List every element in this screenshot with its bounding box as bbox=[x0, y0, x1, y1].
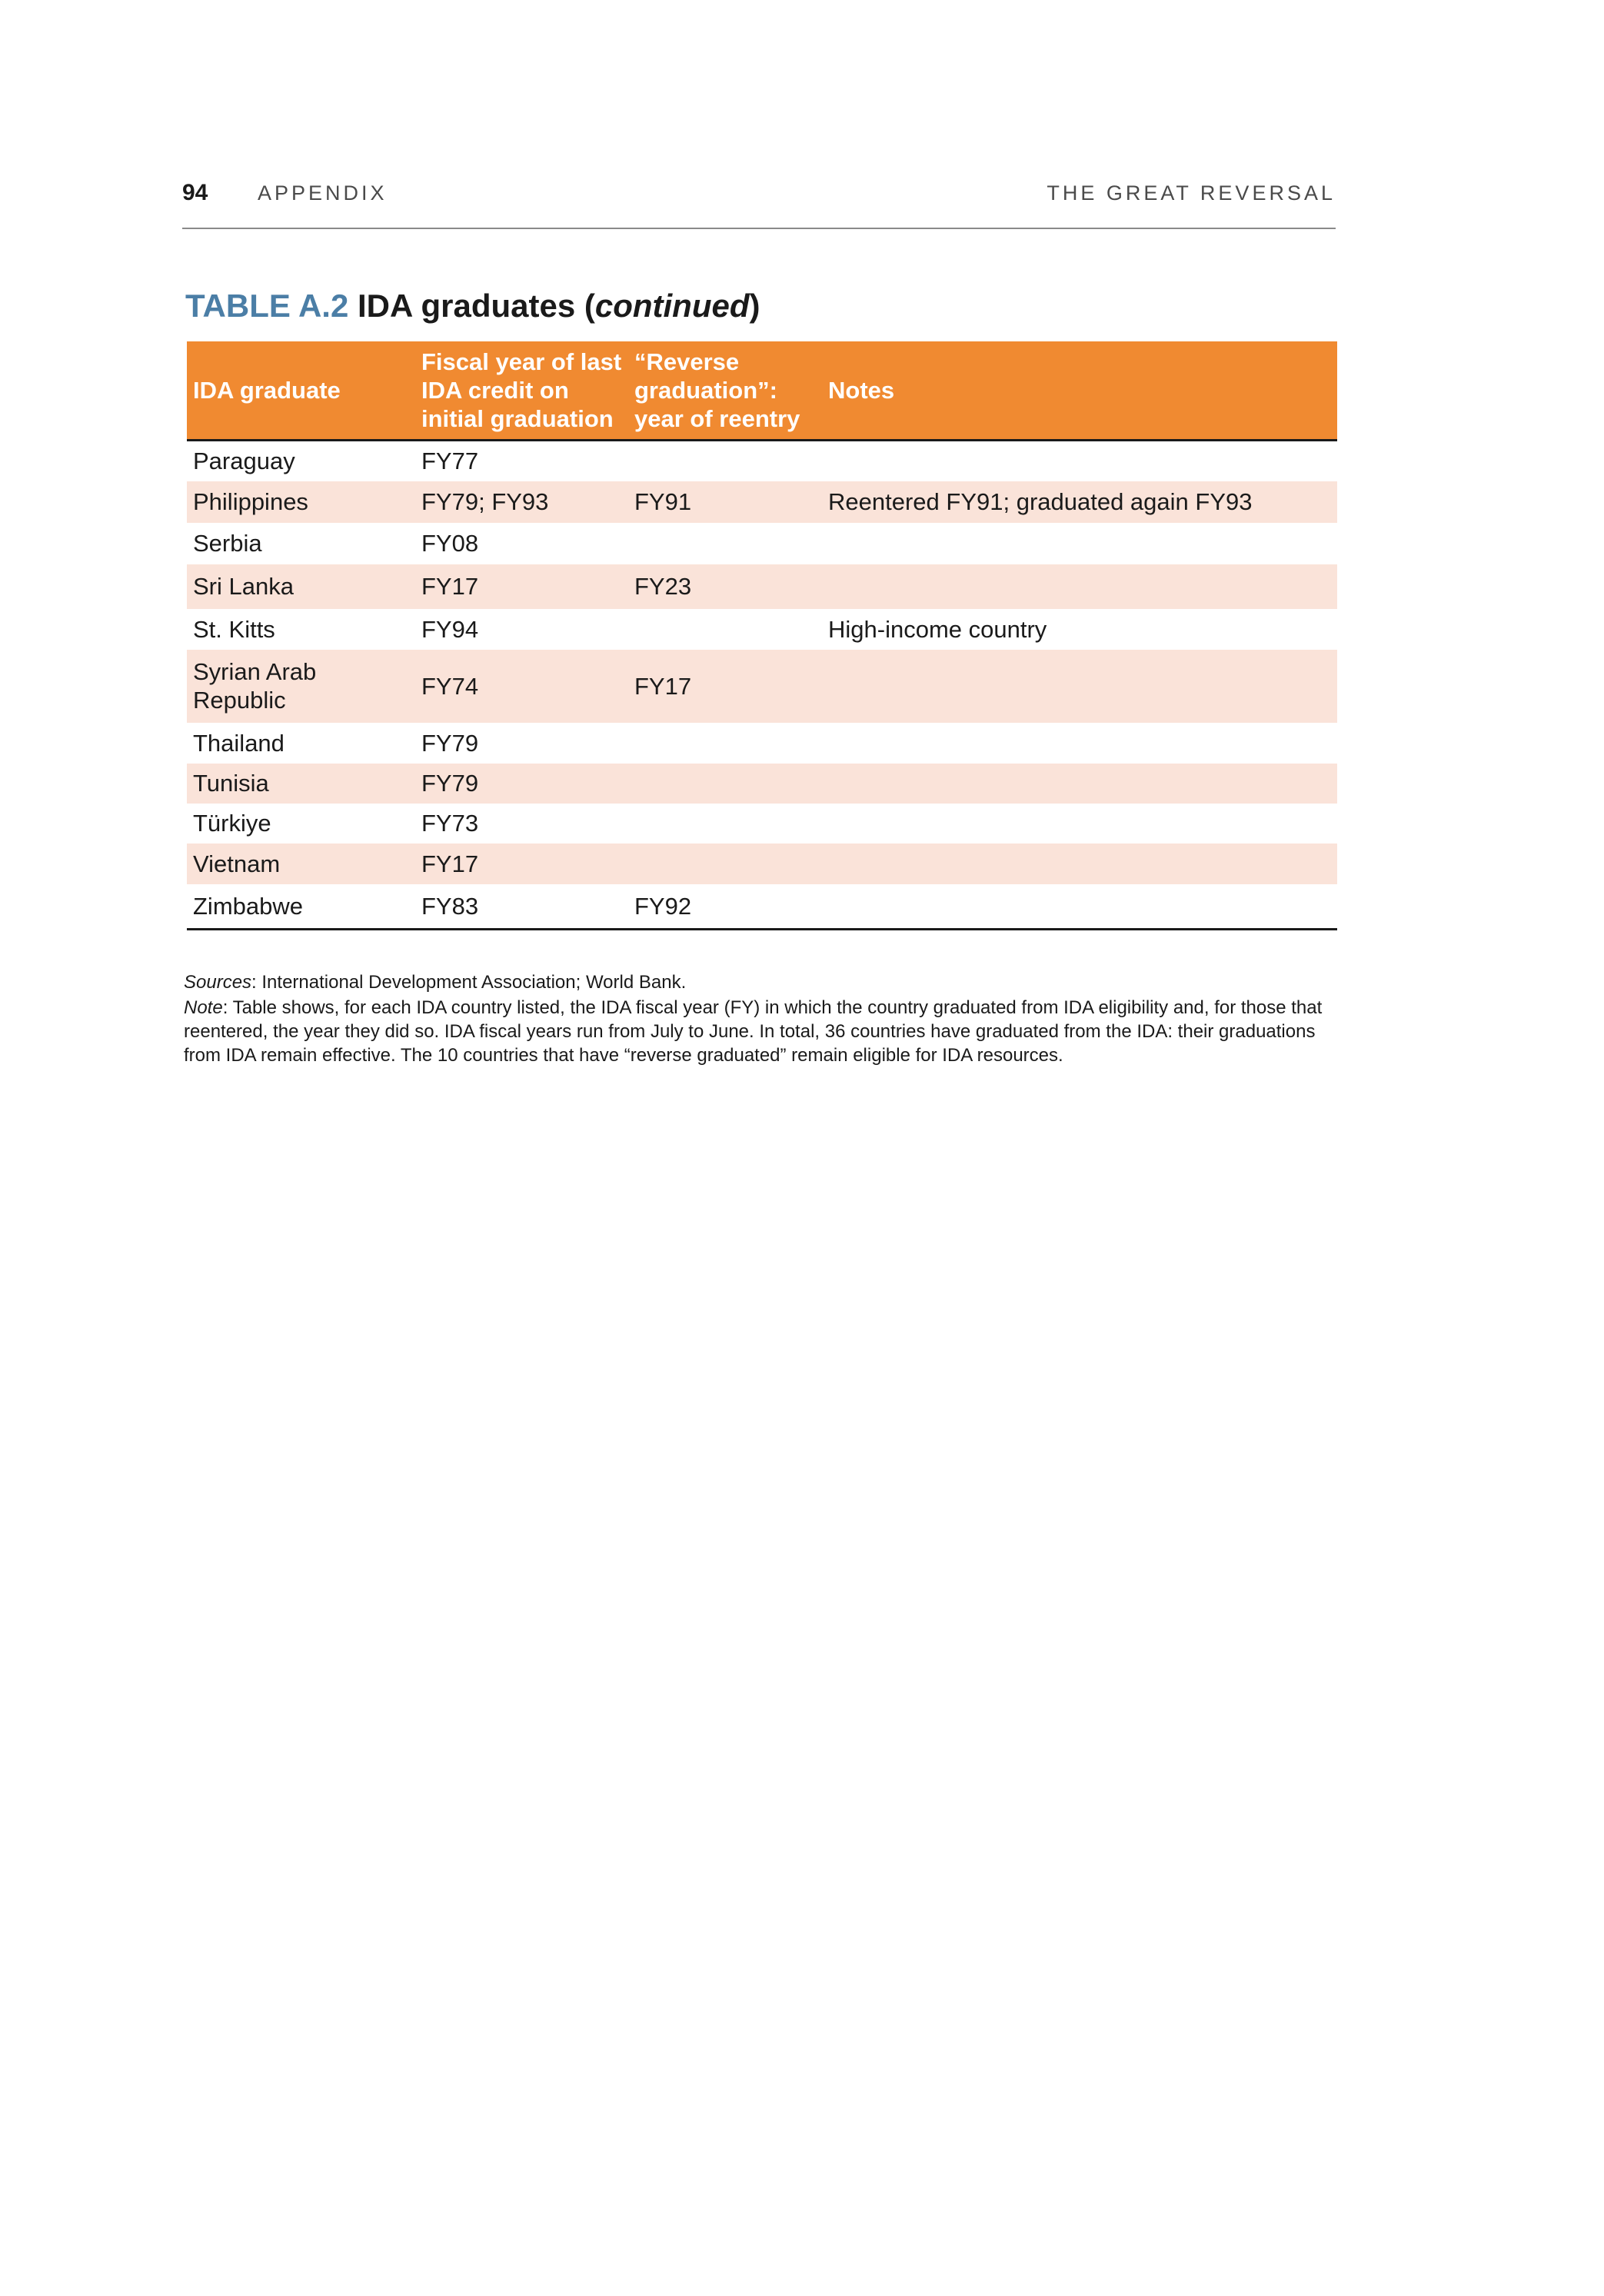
cell-reentry: FY91 bbox=[628, 481, 822, 523]
cell-reentry bbox=[628, 764, 822, 804]
cell-notes: Reentered FY91; graduated again FY93 bbox=[822, 481, 1337, 523]
page-header bbox=[182, 180, 1336, 229]
cell-fiscal-year: FY08 bbox=[421, 530, 479, 557]
cell-fiscal-year: FY79 bbox=[415, 764, 628, 804]
cell-country: Serbia bbox=[193, 530, 262, 557]
page-number: 94 bbox=[182, 180, 208, 205]
note-line bbox=[184, 996, 1337, 1067]
cell-fiscal-year: FY17 bbox=[415, 564, 628, 609]
book-title: THE GREAT REVERSAL bbox=[1047, 181, 1336, 205]
cell-fiscal-year: FY17 bbox=[415, 844, 628, 884]
cell-reentry bbox=[628, 609, 822, 650]
table-title-close: ) bbox=[749, 288, 760, 324]
table-title-text: IDA graduates ( bbox=[358, 288, 595, 324]
cell-reentry bbox=[628, 844, 822, 884]
note-text: : Table shows, for each IDA country listed, the IDA fiscal year (FY) in which the country graduated from IDA eligibility and, for those that reentered, the year they did so. IDA fiscal years run from July to June. In total, 36 countries have graduated from the IDA: their graduations from IDA remain effective. The 10 countries that have “reverse graduated” remain eligible for IDA resources. bbox=[184, 997, 1323, 1066]
table-row bbox=[187, 723, 1337, 764]
cell-notes bbox=[822, 764, 1337, 804]
table-footnotes bbox=[184, 970, 1337, 1069]
cell-country: Syrian Arab Republic bbox=[187, 650, 415, 723]
cell-country: Sri Lanka bbox=[187, 564, 415, 609]
cell-reentry bbox=[628, 723, 822, 764]
table-row bbox=[187, 650, 1337, 723]
cell-fiscal-year: FY73 bbox=[421, 810, 479, 837]
cell-fiscal-year: FY79; FY93 bbox=[415, 481, 628, 523]
cell-fiscal-year: FY94 bbox=[421, 615, 479, 643]
cell-reentry bbox=[628, 523, 822, 564]
cell-notes bbox=[822, 564, 1337, 609]
cell-notes bbox=[822, 523, 1337, 564]
cell-reentry: FY23 bbox=[628, 564, 822, 609]
table-row bbox=[187, 609, 1337, 650]
cell-country: Paraguay bbox=[193, 448, 295, 475]
ida-graduates-table bbox=[187, 341, 1337, 930]
sources-label: Sources bbox=[184, 972, 252, 993]
cell-notes bbox=[822, 441, 1337, 481]
sources-text: : International Development Association; World Bank. bbox=[251, 972, 687, 993]
sources-line bbox=[184, 970, 1337, 994]
table-row bbox=[187, 564, 1337, 609]
table-row bbox=[187, 804, 1337, 844]
table-row bbox=[187, 884, 1337, 930]
cell-notes bbox=[822, 650, 1337, 723]
column-header-ida-graduate: IDA graduate bbox=[187, 341, 415, 441]
table-row bbox=[187, 481, 1337, 523]
section-name: APPENDIX bbox=[258, 181, 388, 205]
cell-country: Zimbabwe bbox=[187, 884, 415, 930]
table-title-continued: continued bbox=[594, 288, 750, 324]
cell-country: Thailand bbox=[193, 729, 285, 757]
column-header-reverse-graduation: “Reverse graduation”: year of reentry bbox=[628, 341, 822, 441]
cell-reentry: FY92 bbox=[628, 884, 822, 930]
cell-country: Türkiye bbox=[193, 810, 271, 837]
cell-notes bbox=[822, 804, 1337, 844]
cell-reentry bbox=[628, 441, 822, 481]
table-row bbox=[187, 844, 1337, 884]
table-row bbox=[187, 441, 1337, 481]
column-header-notes: Notes bbox=[822, 341, 1337, 441]
table-label: TABLE A.2 bbox=[185, 288, 349, 324]
table-row bbox=[187, 523, 1337, 564]
table-title bbox=[185, 288, 760, 324]
cell-notes: High-income country bbox=[828, 615, 1047, 643]
cell-fiscal-year: FY83 bbox=[415, 884, 628, 930]
cell-fiscal-year: FY79 bbox=[421, 729, 479, 757]
cell-notes bbox=[822, 844, 1337, 884]
cell-country: St. Kitts bbox=[193, 615, 275, 643]
column-header-fiscal-year: Fiscal year of last IDA credit on initial graduation bbox=[415, 341, 628, 441]
cell-country: Vietnam bbox=[187, 844, 415, 884]
cell-reentry bbox=[628, 804, 822, 844]
cell-reentry: FY17 bbox=[628, 650, 822, 723]
note-label: Note bbox=[184, 997, 223, 1018]
cell-notes bbox=[822, 884, 1337, 930]
cell-country: Tunisia bbox=[187, 764, 415, 804]
table-row bbox=[187, 764, 1337, 804]
cell-fiscal-year: FY74 bbox=[415, 650, 628, 723]
cell-notes bbox=[822, 723, 1337, 764]
cell-fiscal-year: FY77 bbox=[421, 448, 479, 475]
table-header-row bbox=[187, 341, 1337, 441]
cell-country: Philippines bbox=[187, 481, 415, 523]
